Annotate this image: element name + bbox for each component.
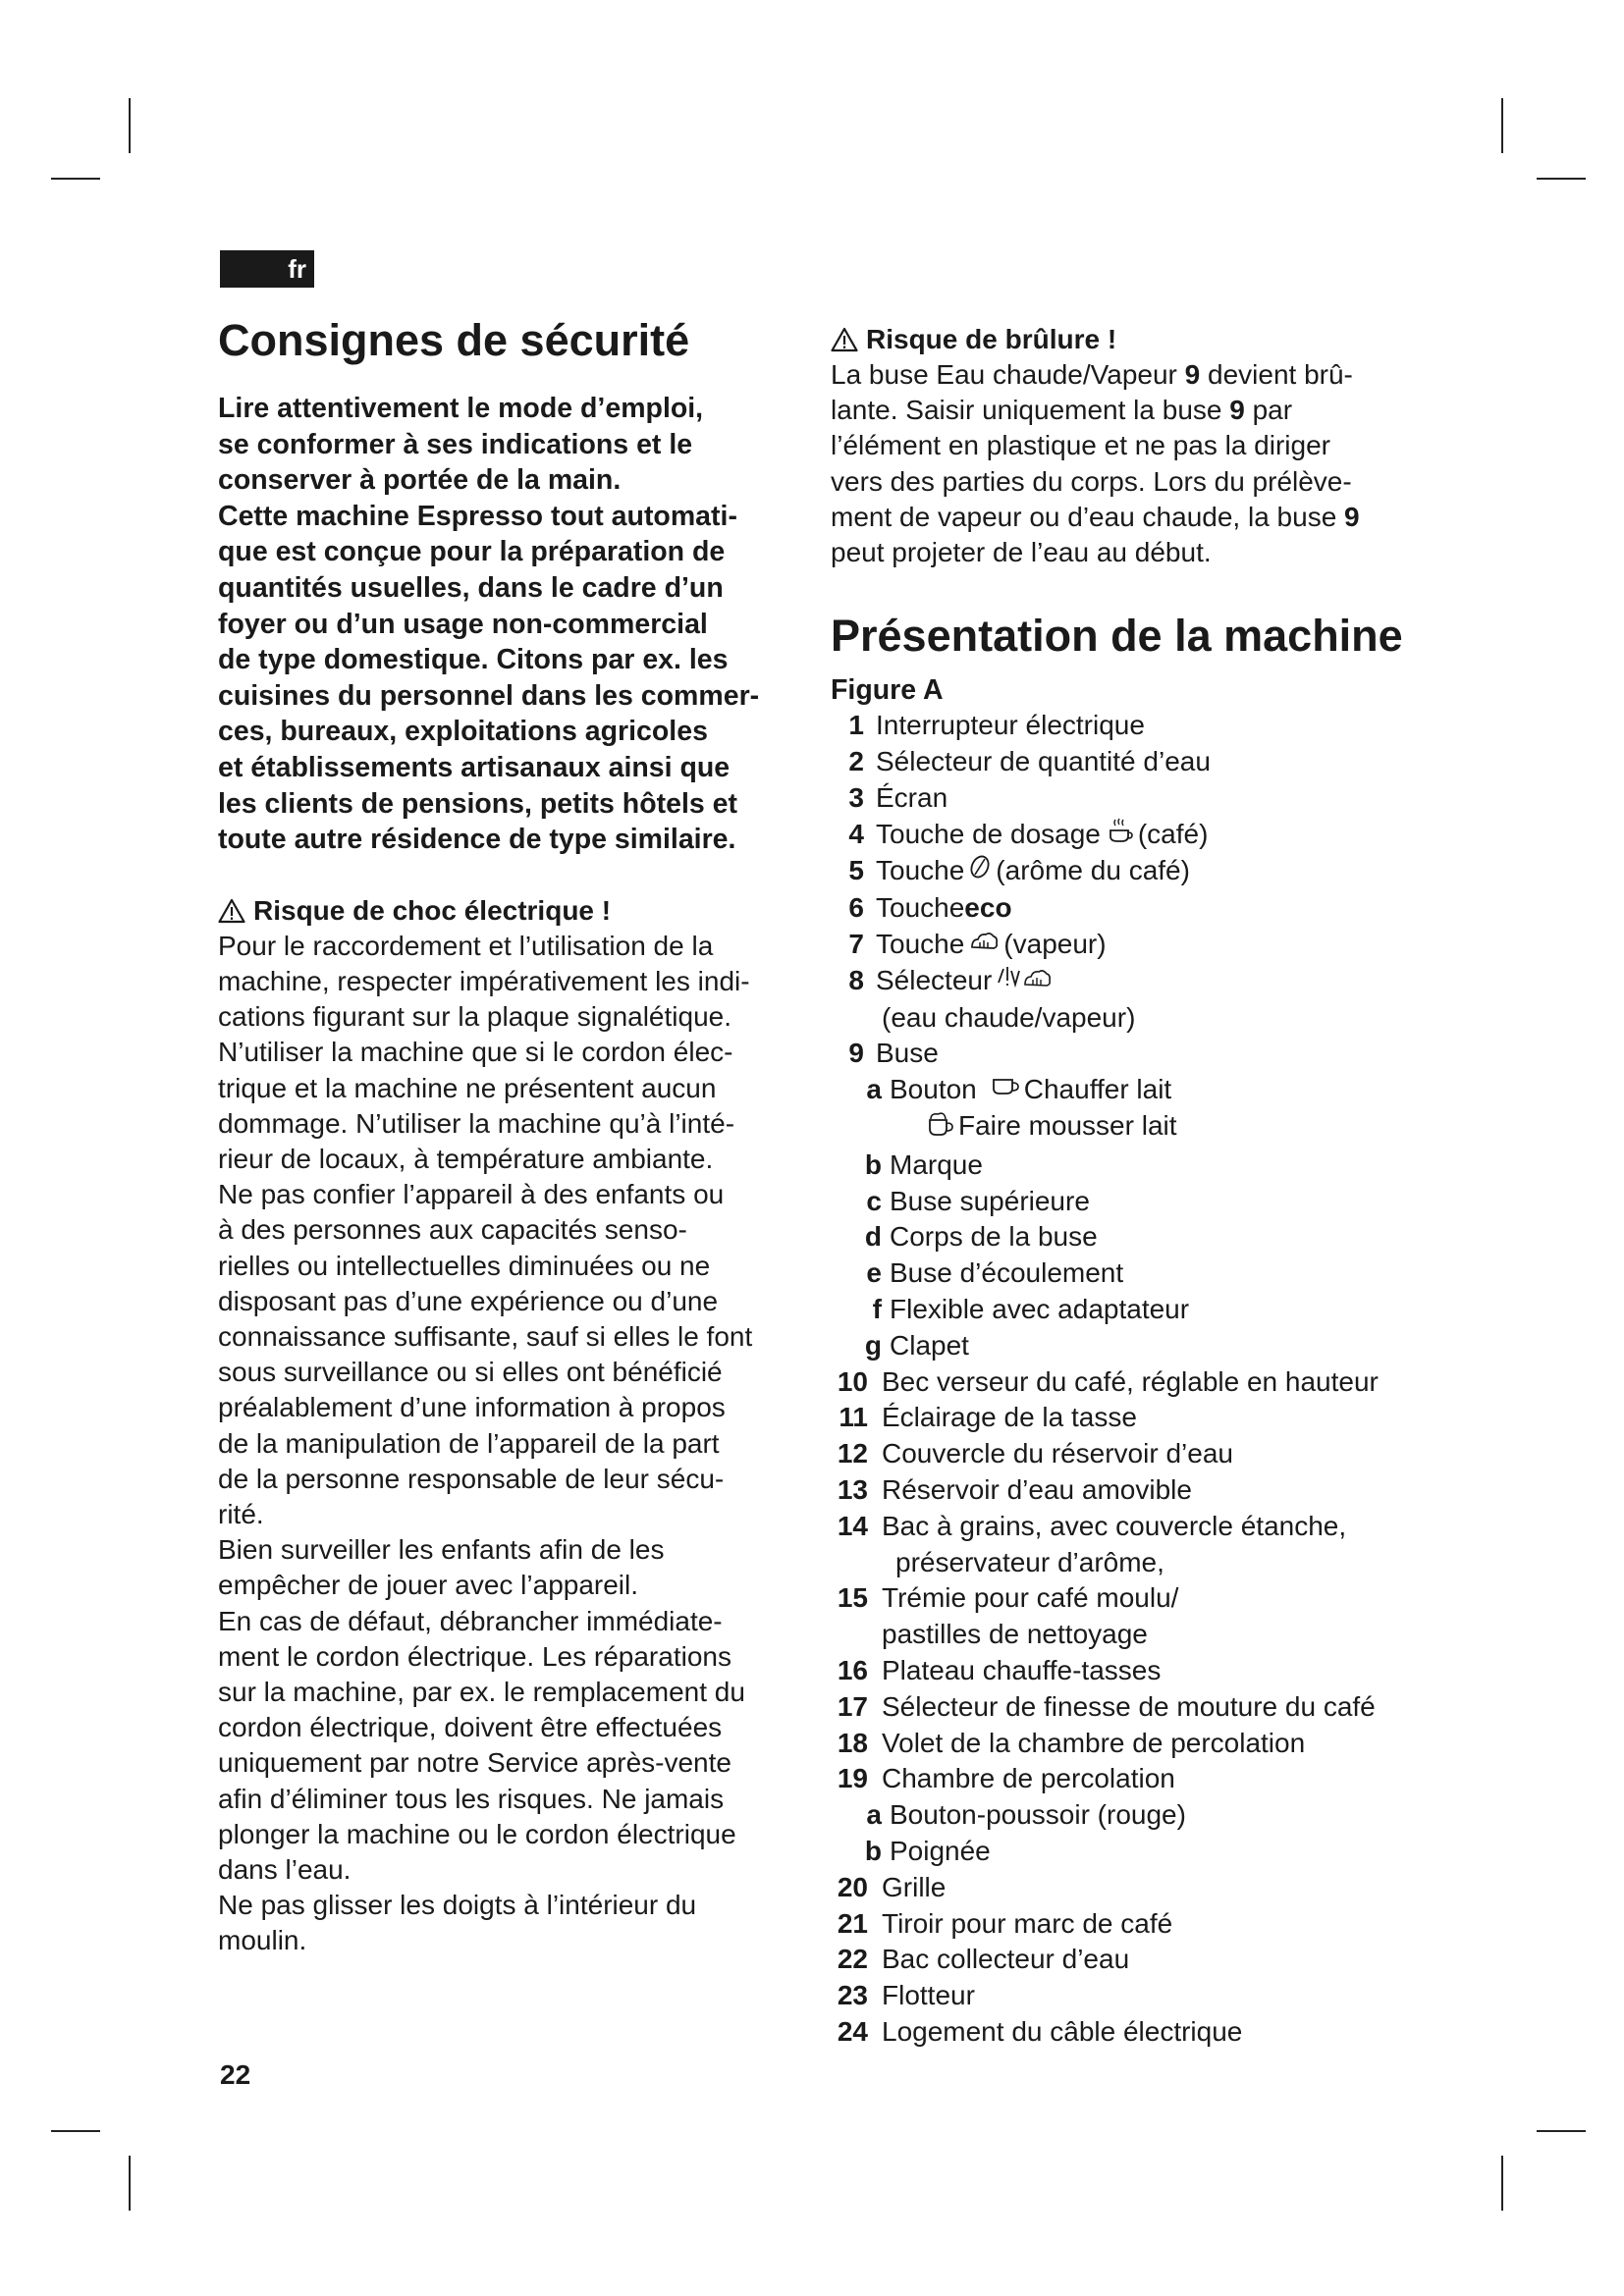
list-item: 3 Écran <box>848 781 948 813</box>
body-line: La buse Eau chaude/Vapeur 9 devient brû- <box>831 359 1353 390</box>
list-item: 23 Flotteur <box>837 1980 975 2011</box>
list-item: 20 Grille <box>837 1871 947 1902</box>
figure-label: Figure A <box>831 674 944 707</box>
body-line: lante. Saisir uniquement la buse 9 par <box>831 395 1293 426</box>
body-line: Ne pas glisser les doigts à l’intérieur du <box>218 1890 697 1921</box>
list-item: 4 Touche de dosage (café) <box>831 817 1439 854</box>
intro-line: Cette machine Espresso tout automati- <box>218 500 737 532</box>
body-line: cations figurant sur la plaque signalétique. <box>218 1001 732 1033</box>
list-item: 15 Trémie pour café moulu/ <box>837 1582 1179 1614</box>
safety-title: Consignes de sécurité <box>218 315 690 365</box>
body-line: Ne pas confier l’appareil à des enfants ou <box>218 1179 725 1210</box>
list-subitem: b Poignée <box>864 1835 991 1866</box>
shock-warning-title: Risque de choc électrique ! <box>218 893 807 929</box>
crop-mark <box>1537 2130 1586 2132</box>
list-item: 11 Éclairage de la tasse <box>839 1402 1137 1433</box>
list-item-continuation: (eau chaude/vapeur) <box>882 1001 1136 1033</box>
intro-line: les clients de pensions, petits hôtels et <box>218 787 737 820</box>
body-line: dommage. N’utiliser la machine qu’à l’inté- <box>218 1107 735 1139</box>
list-subitem: a Bouton-poussoir (rouge) <box>866 1799 1186 1831</box>
body-line: uniquement par notre Service après-vente <box>218 1747 731 1779</box>
crop-mark <box>1501 2156 1503 2211</box>
list-subitem: c Buse supérieure <box>866 1185 1090 1216</box>
body-line: afin d’éliminer tous les risques. Ne jamais <box>218 1783 725 1814</box>
language-tab: fr <box>220 250 314 288</box>
body-line: Bien surveiller les enfants afin de les <box>218 1534 665 1566</box>
body-line: sous surveillance ou si elles ont bénéficié <box>218 1357 723 1388</box>
body-line: empêcher de jouer avec l’appareil. <box>218 1570 639 1601</box>
body-line: ment de vapeur ou d’eau chaude, la buse 9 <box>831 501 1360 532</box>
body-line: préalablement d’une information à propos <box>218 1392 726 1423</box>
heat-milk-icon <box>991 1072 1020 1108</box>
list-item: 21 Tiroir pour marc de café <box>837 1907 1173 1939</box>
body-line: dans l’eau. <box>218 1854 352 1885</box>
list-subitem: a Bouton Chauffer lait <box>831 1072 1439 1108</box>
body-line: rielles ou intellectuelles diminuées ou ne <box>218 1250 711 1281</box>
body-line: sur la machine, par ex. le remplacement du <box>218 1676 745 1707</box>
list-item: 16 Plateau chauffe-tasses <box>837 1654 1162 1685</box>
hot-water-steam-icon <box>996 963 1058 1000</box>
safety-intro <box>218 391 807 858</box>
safety-column <box>218 312 807 1959</box>
list-item: 19 Chambre de percolation <box>837 1763 1175 1794</box>
crop-mark <box>1501 98 1503 153</box>
body-line: plonger la machine ou le cordon électrique <box>218 1818 736 1849</box>
warning-triangle-icon <box>831 327 858 352</box>
machine-column <box>831 322 1439 2051</box>
list-subitem: b Marque <box>864 1148 983 1180</box>
coffee-bean-icon <box>968 853 992 890</box>
list-item-continuation: préservateur d’arôme, <box>895 1546 1164 1577</box>
intro-line: de type domestique. Citons par ex. les <box>218 644 729 676</box>
list-subitem: f Flexible avec adaptateur <box>872 1293 1190 1324</box>
body-line: rieur de locaux, à température ambiante. <box>218 1143 714 1174</box>
body-line: peut projeter de l’eau au début. <box>831 537 1212 568</box>
body-line: machine, respecter impérativement les indi- <box>218 965 750 996</box>
body-line: N’utiliser la machine que si le cordon élec- <box>218 1037 733 1068</box>
intro-line: Lire attentivement le mode d’emploi, <box>218 393 704 424</box>
body-line: rité. <box>218 1498 264 1529</box>
intro-line: conserver à portée de la main. <box>218 464 622 497</box>
crop-mark <box>51 2130 100 2132</box>
list-item-continuation: pastilles de nettoyage <box>882 1619 1148 1650</box>
list-item: 8 Sélecteur <box>831 963 1439 1000</box>
crop-mark <box>129 2156 131 2211</box>
body-line: de la manipulation de l’appareil de la part <box>218 1427 720 1459</box>
intro-line: ces, bureaux, exploitations agricoles <box>218 716 708 748</box>
list-item: 10 Bec verseur du café, réglable en hauteur <box>837 1365 1379 1397</box>
intro-line: et établissements artisanaux ainsi que <box>218 751 731 783</box>
burn-warning-text <box>831 357 1439 570</box>
list-item: 2 Sélecteur de quantité d’eau <box>848 746 1211 777</box>
list-subitem: e Buse d’écoulement <box>866 1257 1124 1289</box>
page-number: 22 <box>220 2059 251 2090</box>
list-item: 12 Couvercle du réservoir d’eau <box>837 1438 1233 1469</box>
intro-line: toute autre résidence de type similaire. <box>218 824 736 856</box>
body-line: ment le cordon électrique. Les réparations <box>218 1640 731 1672</box>
list-item: 7 Touche (vapeur) <box>831 927 1439 963</box>
list-item: 13 Réservoir d’eau amovible <box>837 1473 1192 1505</box>
crop-mark <box>51 178 100 180</box>
intro-line: se conformer à ses indications et le <box>218 428 693 460</box>
crop-mark <box>1537 178 1586 180</box>
intro-line: quantités usuelles, dans le cadre d’un <box>218 571 724 604</box>
shock-warning-text <box>218 929 807 1959</box>
intro-line: cuisines du personnel dans les commer- <box>218 679 760 712</box>
body-line: disposant pas d’une expérience ou d’une <box>218 1285 719 1316</box>
list-item: 17 Sélecteur de finesse de mouture du café <box>837 1690 1376 1722</box>
body-line: l’élément en plastique et ne pas la diriger <box>831 430 1330 461</box>
list-item: 22 Bac collecteur d’eau <box>837 1944 1130 1975</box>
body-line: à des personnes aux capacités senso- <box>218 1214 687 1246</box>
parts-list <box>831 708 1439 2050</box>
body-line: cordon électrique, doivent être effectuées <box>218 1712 723 1743</box>
warning-triangle-icon <box>218 898 245 924</box>
body-line: trique et la machine ne présentent aucun <box>218 1072 717 1103</box>
list-item: 14 Bac à grains, avec couvercle étanche, <box>837 1510 1347 1541</box>
list-item: 18 Volet de la chambre de percolation <box>837 1727 1306 1758</box>
list-item: 1 Interrupteur électrique <box>848 710 1145 741</box>
body-line: connaissance suffisante, sauf si elles le font <box>218 1320 753 1352</box>
list-item: 5 Touche (arôme du café) <box>831 853 1439 890</box>
list-item: 9 Buse <box>848 1038 939 1069</box>
froth-milk-icon <box>925 1108 954 1148</box>
list-item: 24 Logement du câble électrique <box>837 2015 1243 2047</box>
body-line: de la personne responsable de leur sécu- <box>218 1463 725 1494</box>
steam-icon <box>968 927 1000 963</box>
list-subitem: d Corps de la buse <box>864 1221 1098 1253</box>
burn-warning-title: Risque de brûlure ! <box>831 322 1439 357</box>
body-line: Pour le raccordement et l’utilisation de la <box>218 930 714 961</box>
body-line: vers des parties du corps. Lors du prélève- <box>831 465 1352 497</box>
list-subitem: g Clapet <box>864 1329 969 1361</box>
dosage-icon <box>1105 817 1134 854</box>
machine-title: Présentation de la machine <box>831 611 1403 662</box>
list-item: 6 Touche eco <box>848 892 1012 924</box>
intro-line: que est conçue pour la préparation de <box>218 536 726 568</box>
list-item-continuation: Faire mousser lait <box>831 1108 1439 1148</box>
body-line: En cas de défaut, débrancher immédiate- <box>218 1605 723 1636</box>
body-line: moulin. <box>218 1925 307 1956</box>
intro-line: foyer ou d’un usage non-commercial <box>218 608 708 640</box>
crop-mark <box>129 98 131 153</box>
